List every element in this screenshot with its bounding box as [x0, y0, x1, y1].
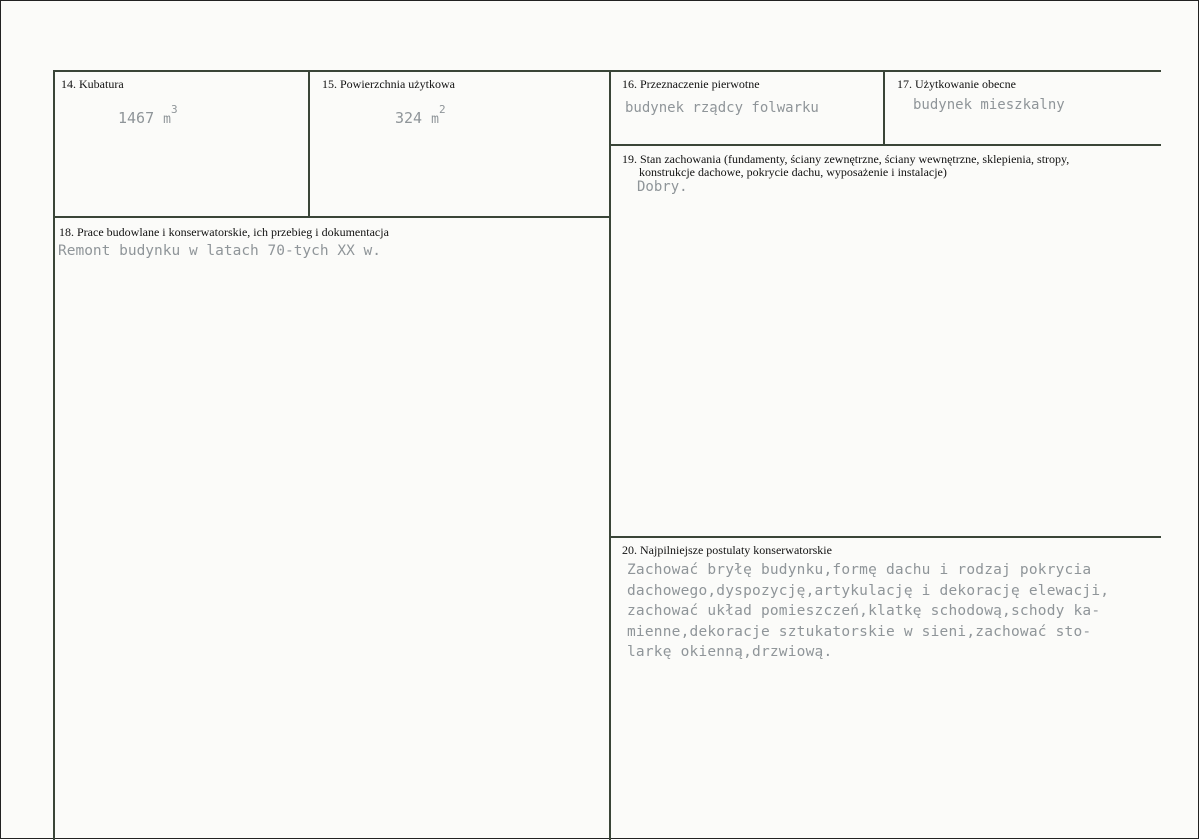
- postulaty-line: zachować układ pomieszczeń,klatkę schodową,schody ka-: [627, 603, 1101, 619]
- przeznaczenie-value: budynek rządcy folwarku: [625, 100, 819, 116]
- przeznaczenie-label: 16. Przeznaczenie pierwotne: [622, 77, 760, 91]
- stan-label-line1: 19. Stan zachowania (fundamenty, ściany zewnętrzne, ściany wewnętrzne, sklepienia, stropy,: [622, 152, 1070, 166]
- kubatura-label: 14. Kubatura: [61, 77, 124, 91]
- divider-14-15: [308, 70, 310, 218]
- postulaty-line: dachowego,dyspozycję,artykulację i dekorację elewacji,: [627, 582, 1110, 599]
- left-rule: [53, 70, 55, 840]
- kubatura-unit: m: [163, 112, 171, 127]
- prace-value: Remont budynku w latach 70-tych XX w.: [58, 243, 382, 259]
- postulaty-line: mienne,dekoracje sztukatorskie w sieni,zachować sto-: [627, 623, 1092, 640]
- rule-above-20: [610, 536, 1161, 538]
- rule-under-16-17: [610, 144, 1161, 146]
- center-rule: [609, 70, 611, 840]
- rule-under-14-15: [53, 216, 610, 218]
- powierzchnia-number: 324: [395, 109, 423, 127]
- kubatura-value: [118, 103, 178, 127]
- prace-label: 18. Prace budowlane i konserwatorskie, ich przebieg i dokumentacja: [59, 225, 389, 239]
- stan-value: Dobry.: [637, 179, 688, 195]
- postulaty-line: larkę okienną,drzwiową.: [627, 644, 833, 660]
- powierzchnia-value: [395, 103, 446, 127]
- postulaty-label: 20. Najpilniejsze postulaty konserwatorskie: [622, 543, 832, 557]
- stan-label-line2: konstrukcje dachowe, pokrycie dachu, wyposażenie i instalacje): [639, 165, 947, 179]
- postulaty-line: Zachować bryłę budynku,formę dachu i rodzaj pokrycia: [627, 562, 1092, 578]
- kubatura-number: 1467: [118, 109, 155, 127]
- uzytkowanie-value: budynek mieszkalny: [913, 97, 1065, 113]
- top-rule: [53, 70, 1161, 72]
- powierzchnia-unit-exp: 2: [438, 103, 446, 116]
- uzytkowanie-label: 17. Użytkowanie obecne: [897, 77, 1016, 91]
- powierzchnia-label: 15. Powierzchnia użytkowa: [322, 77, 455, 91]
- divider-16-17: [883, 70, 885, 146]
- kubatura-unit-exp: 3: [170, 103, 178, 116]
- powierzchnia-unit: m: [431, 112, 439, 127]
